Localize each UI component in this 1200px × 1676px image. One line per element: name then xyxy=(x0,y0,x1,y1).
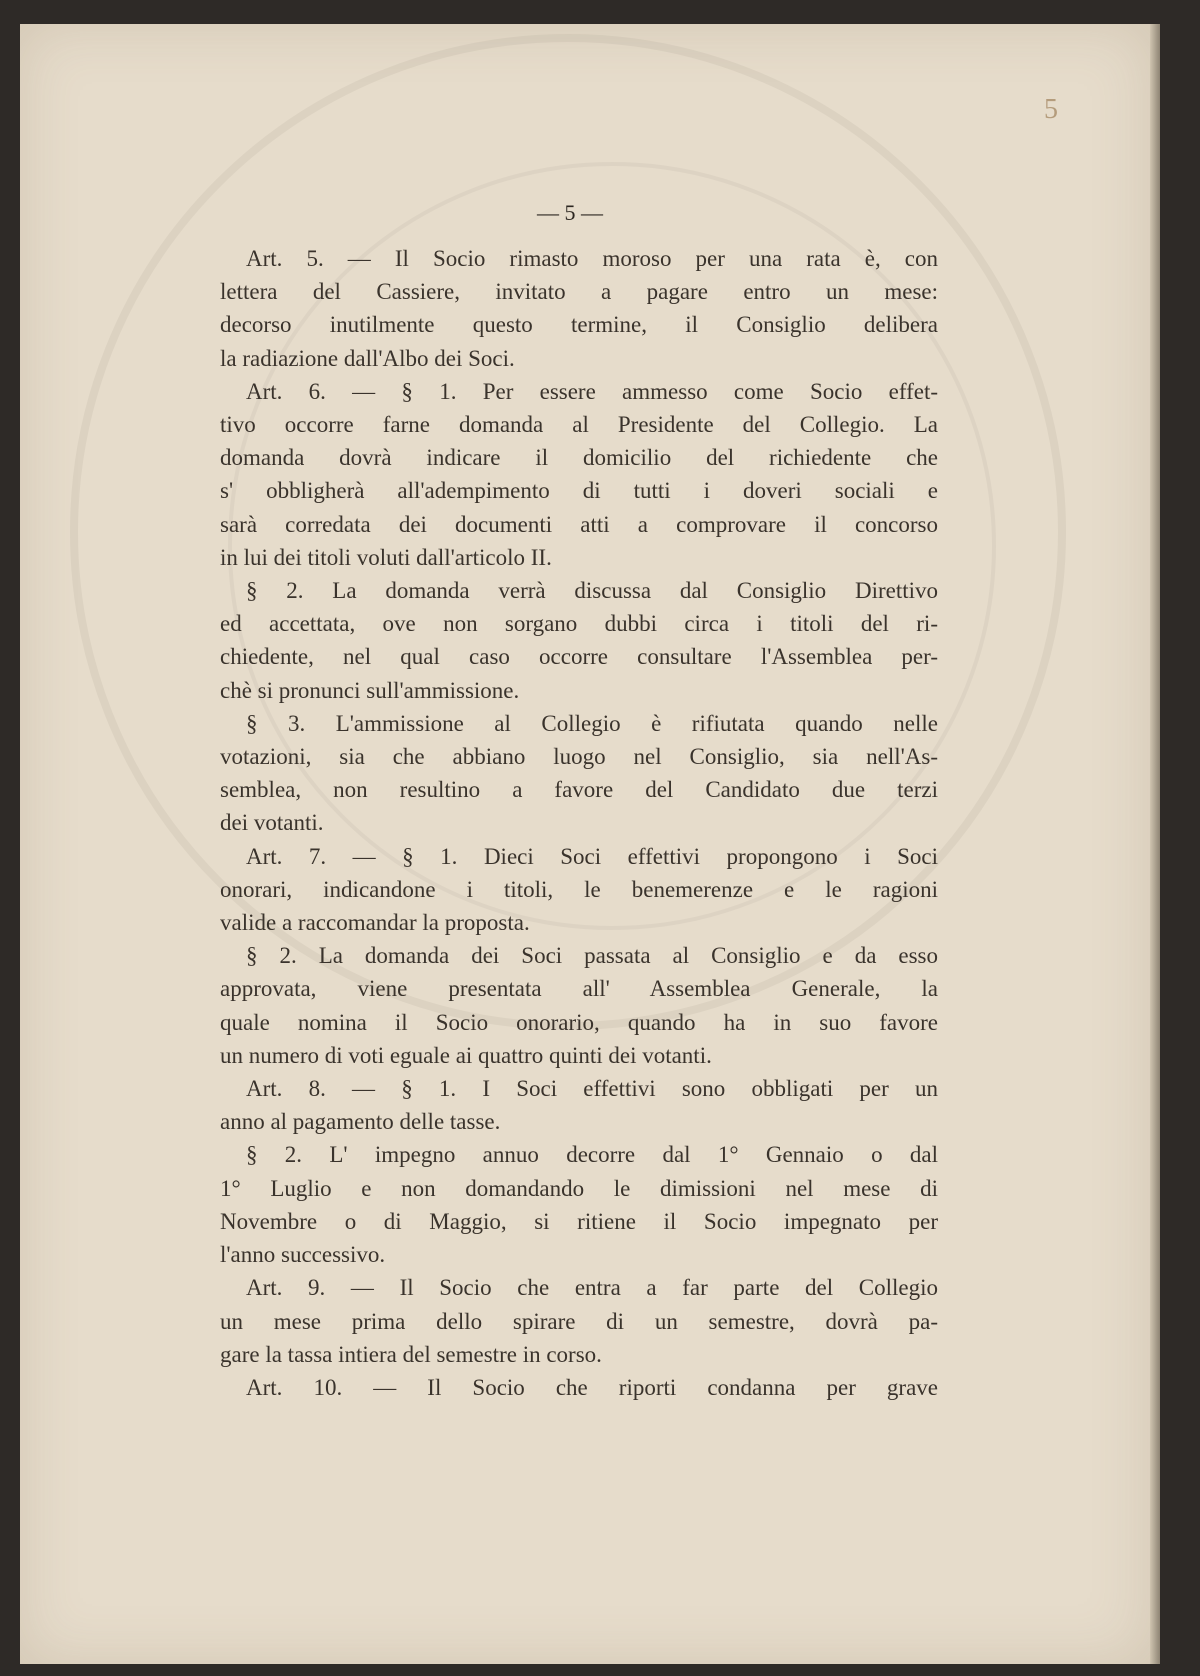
document-page xyxy=(20,24,1150,1664)
text-line: Art. 9. — Il Socio che entra a far parte del Collegio xyxy=(246,1275,938,1301)
text-line: domanda dovrà indicare il domicilio del richiedente che xyxy=(220,445,938,471)
text-line: decorso inutilmente questo termine, il Consiglio delibera xyxy=(220,312,938,338)
text-line: s' obbligherà all'adempimento di tutti i doveri sociali e xyxy=(220,478,938,504)
text-line: lettera del Cassiere, invitato a pagare entro un mese: xyxy=(220,279,938,305)
text-line: un mese prima dello spirare di un semestre, dovrà pa- xyxy=(220,1308,938,1334)
text-line: ed accettata, ove non sorgano dubbi circa i titoli del ri- xyxy=(220,611,938,637)
text-line: semblea, non resultino a favore del Candidato due terzi xyxy=(220,777,938,803)
text-line: approvata, viene presentata all' Assemblea Generale, la xyxy=(220,976,938,1002)
text-line: anno al pagamento delle tasse. xyxy=(220,1109,501,1135)
text-line: sarà corredata dei documenti atti a comprovare il concorso xyxy=(220,511,938,537)
text-line: § 3. L'ammissione al Collegio è rifiutata quando nelle xyxy=(246,710,938,736)
handwritten-page-mark: 5 xyxy=(1044,94,1058,125)
text-line: chè si pronunci sull'ammissione. xyxy=(220,677,520,703)
text-line: Art. 5. — Il Socio rimasto moroso per una rata è, con xyxy=(246,246,938,271)
text-line: tivo occorre farne domanda al Presidente del Collegio. La xyxy=(220,412,938,438)
text-line: § 2. L' impegno annuo decorre dal 1° Gennaio o dal xyxy=(246,1142,938,1168)
text-line: Art. 10. — Il Socio che riporti condanna per grave xyxy=(246,1374,938,1400)
text-line: onorari, indicandone i titoli, le benemerenze e le ragioni xyxy=(220,876,938,902)
page-number xyxy=(20,200,1150,226)
text-line: la radiazione dall'Albo dei Soci. xyxy=(220,345,515,371)
text-line: Art. 6. — § 1. Per essere ammesso come Socio effet- xyxy=(246,378,938,404)
text-line: Novembre o di Maggio, si ritiene il Socio impegnato per xyxy=(220,1208,938,1234)
text-line: dei votanti. xyxy=(220,810,324,836)
text-line: chiedente, nel qual caso occorre consultare l'Assemblea per- xyxy=(220,644,938,670)
text-line: in lui dei titoli voluti dall'articolo II. xyxy=(220,544,552,570)
text-line: Art. 7. — § 1. Dieci Soci effettivi propongono i Soci xyxy=(246,843,938,869)
text-line: gare la tassa intiera del semestre in corso. xyxy=(220,1341,602,1367)
text-line: Art. 8. — § 1. I Soci effettivi sono obbligati per un xyxy=(246,1076,938,1102)
text-line: l'anno successivo. xyxy=(220,1242,386,1268)
page-number-text: — 5 — xyxy=(537,200,603,225)
page-edge xyxy=(1150,24,1160,1664)
article-text-block xyxy=(220,242,938,1404)
text-line: quale nomina il Socio onorario, quando ha in suo favore xyxy=(220,1009,938,1035)
text-line: § 2. La domanda verrà discussa dal Consiglio Direttivo xyxy=(246,578,938,604)
text-line: valide a raccomandar la proposta. xyxy=(220,910,530,936)
text-line: 1° Luglio e non domandando le dimissioni nel mese di xyxy=(220,1175,938,1201)
text-line: votazioni, sia che abbiano luogo nel Consiglio, sia nell'As- xyxy=(220,744,938,770)
text-line: un numero di voti eguale ai quattro quinti dei votanti. xyxy=(220,1042,712,1068)
text-line: § 2. La domanda dei Soci passata al Consiglio e da esso xyxy=(246,943,938,969)
